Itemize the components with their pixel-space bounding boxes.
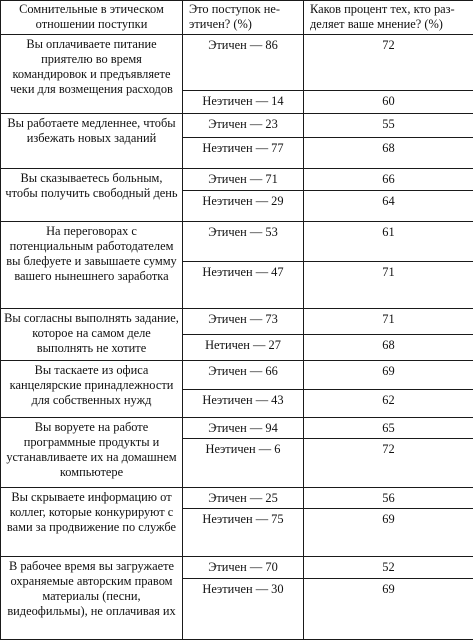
question-text: На переговорах с потенциальным работодателем вы блефуете и завышаете сумму вашего нынешнего заработка (4, 224, 179, 284)
verdict-cell: Этичен — 86 (183, 35, 304, 91)
header-share-agree: Каков процент тех, кто раз- деляет ваше мнение? (%) (304, 1, 473, 35)
header-is-unethical: Это поступок не- этичен? (%) (183, 1, 304, 35)
share-cell: 69 (304, 361, 473, 390)
share-cell: 71 (304, 262, 473, 309)
share-cell: 72 (304, 35, 473, 91)
question-cell (1, 35, 183, 114)
table-row (1, 114, 473, 138)
question-cell (1, 488, 183, 557)
question-text: Вы оплачиваете питание приятелю во время командировок и предъявляете чеки для возмещения расходов (4, 37, 179, 97)
share-cell: 72 (304, 439, 473, 488)
table-row (1, 418, 473, 439)
table-row (1, 488, 473, 509)
question-cell (1, 361, 183, 418)
question-text: Вы таскаете из офиса канцелярские принадлежности для собственных нужд (4, 363, 179, 408)
header-questionable-acts: Сомнительные в этическом отношении поступки (1, 1, 183, 35)
share-cell: 62 (304, 390, 473, 418)
question-cell (1, 222, 183, 309)
verdict-cell: Неэтичен — 30 (183, 579, 304, 640)
share-cell: 64 (304, 191, 473, 222)
question-cell (1, 309, 183, 361)
verdict-cell: Этичен — 53 (183, 222, 304, 262)
verdict-cell: Неэтичен — 29 (183, 191, 304, 222)
verdict-cell: Этичен — 23 (183, 114, 304, 138)
question-cell (1, 169, 183, 222)
share-cell: 60 (304, 91, 473, 114)
share-cell: 69 (304, 579, 473, 640)
share-cell: 65 (304, 418, 473, 439)
verdict-cell: Этичен — 25 (183, 488, 304, 509)
verdict-cell: Этичен — 66 (183, 361, 304, 390)
table-row (1, 557, 473, 579)
share-cell: 68 (304, 335, 473, 361)
table-row (1, 169, 473, 191)
verdict-cell: Неэтичен — 14 (183, 91, 304, 114)
share-cell: 55 (304, 114, 473, 138)
verdict-cell: Неэтичен — 77 (183, 138, 304, 169)
table-row (1, 35, 473, 91)
share-cell: 52 (304, 557, 473, 579)
verdict-cell: Неэтичен — 47 (183, 262, 304, 309)
table-row (1, 361, 473, 390)
verdict-cell: Неэтичен — 6 (183, 439, 304, 488)
verdict-cell: Неэтичен — 43 (183, 390, 304, 418)
question-text: Вы работаете медленнее, чтобы избежать новых заданий (4, 116, 179, 146)
share-cell: 68 (304, 138, 473, 169)
verdict-cell: Неэтичен — 75 (183, 509, 304, 557)
share-cell: 66 (304, 169, 473, 191)
share-cell: 69 (304, 509, 473, 557)
question-cell (1, 557, 183, 640)
verdict-cell: Этичен — 70 (183, 557, 304, 579)
question-text: В рабочее время вы загружаете охраняемые авторским правом материалы (песни, видеофильмы), не оплачивая их (4, 559, 179, 619)
header-row (1, 1, 473, 35)
question-text: Вы воруете на работе программные продукты и устанавливаете их на домашнем компьютере (4, 420, 179, 480)
table-row (1, 309, 473, 335)
question-cell (1, 114, 183, 169)
question-text: Вы скрываете информацию от коллег, которые конкурируют с вами за продвижение по службе (4, 490, 179, 535)
verdict-cell: Этичен — 73 (183, 309, 304, 335)
share-cell: 71 (304, 309, 473, 335)
question-text: Вы согласны выполнять задание, которое на самом деле выполнять не хотите (4, 311, 179, 356)
question-text: Вы сказываетесь больным, чтобы получить свободный день (4, 171, 179, 201)
verdict-cell: Этичен — 94 (183, 418, 304, 439)
question-cell (1, 418, 183, 488)
verdict-cell: Этичен — 71 (183, 169, 304, 191)
table-row (1, 222, 473, 262)
share-cell: 61 (304, 222, 473, 262)
share-cell: 56 (304, 488, 473, 509)
verdict-cell: Нетичен — 27 (183, 335, 304, 361)
